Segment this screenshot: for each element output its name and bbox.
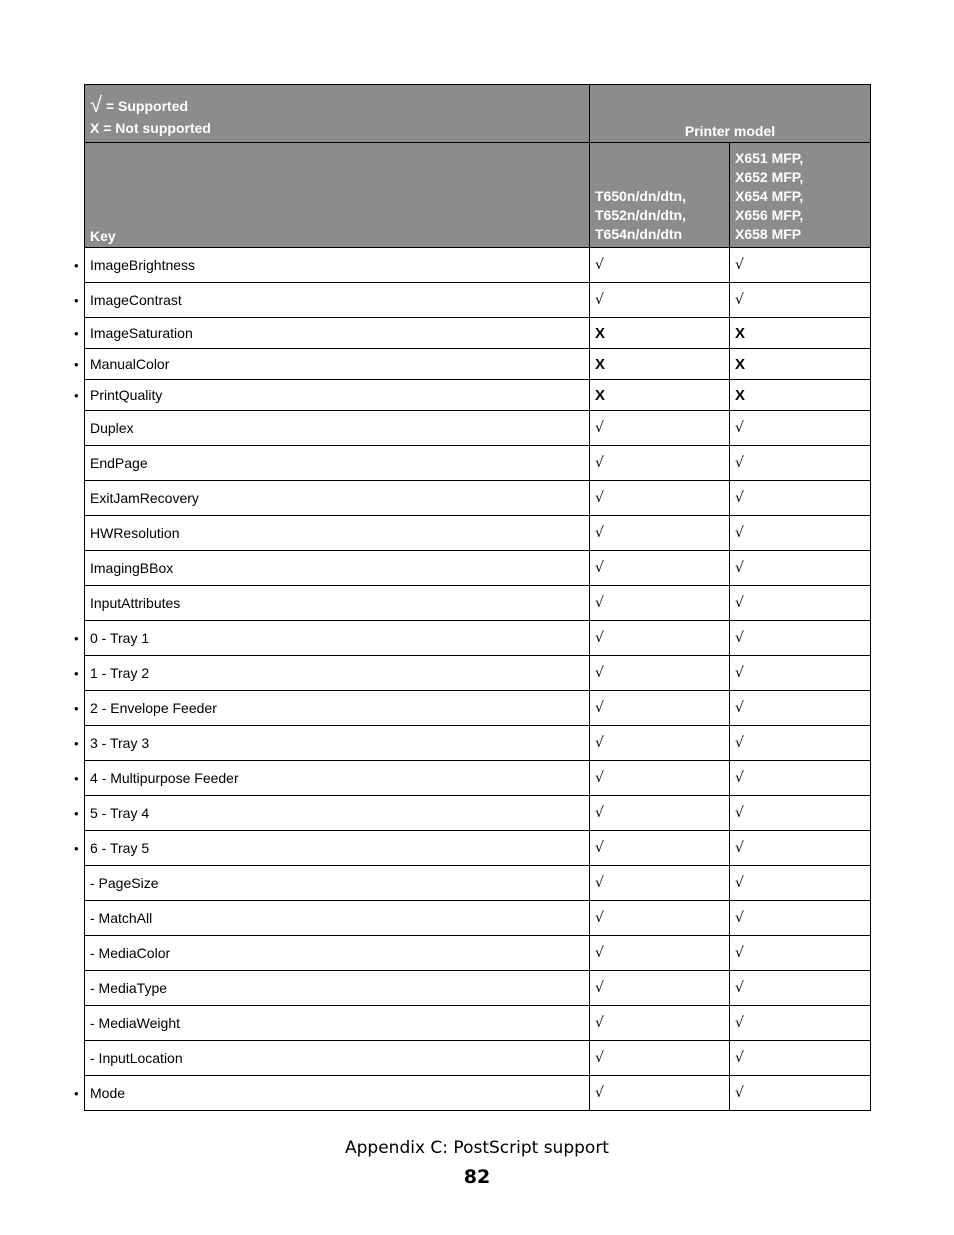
table-row (85, 1076, 871, 1111)
check-icon: √ (590, 936, 730, 971)
check-icon: √ (590, 248, 730, 283)
key-label: EndPage (90, 455, 148, 471)
key-cell (85, 516, 590, 551)
check-icon: √ (730, 411, 871, 446)
check-icon: √ (590, 866, 730, 901)
check-icon: √ (730, 283, 871, 318)
key-label: Duplex (90, 420, 134, 436)
legend-not-supported: X = Not supported (90, 120, 211, 136)
bullet-icon: • (74, 701, 79, 716)
footer-title: Appendix C: PostScript support (345, 1138, 609, 1158)
check-icon: √ (730, 586, 871, 621)
check-icon: √ (590, 656, 730, 691)
model-x-header (730, 143, 871, 248)
check-icon: √ (730, 1041, 871, 1076)
postscript-support-table (74, 84, 871, 1111)
key-cell (85, 1006, 590, 1041)
check-icon: √ (730, 446, 871, 481)
check-icon: √ (730, 656, 871, 691)
table-row (85, 1006, 871, 1041)
model-t-line: T650n/dn/dtn, (595, 188, 686, 204)
key-cell (85, 901, 590, 936)
key-cell (74, 621, 590, 656)
bullet-icon: • (74, 841, 79, 856)
table-row (85, 516, 871, 551)
table-row (85, 380, 871, 411)
table-row (85, 1041, 871, 1076)
check-icon: √ (730, 831, 871, 866)
key-label: - MediaColor (90, 945, 171, 961)
key-cell (74, 691, 590, 726)
table-row (85, 901, 871, 936)
check-icon: √ (590, 621, 730, 656)
model-header-row (85, 143, 871, 248)
model-x-line: X654 MFP, (735, 188, 804, 204)
table-row (85, 621, 871, 656)
key-cell (74, 349, 590, 380)
legend-supported: = Supported (105, 98, 189, 114)
key-label: - MediaWeight (90, 1015, 181, 1031)
table-row (85, 481, 871, 516)
key-cell (85, 586, 590, 621)
check-icon: √ (730, 1076, 871, 1111)
not-supported-mark: X (730, 318, 871, 349)
key-cell (85, 936, 590, 971)
key-header: Key (85, 143, 590, 248)
key-label: Mode (90, 1085, 126, 1101)
check-icon: √ (590, 1076, 730, 1111)
check-icon: √ (730, 796, 871, 831)
key-label: ManualColor (90, 356, 170, 372)
key-label: 6 - Tray 5 (90, 840, 150, 856)
model-t-header (590, 143, 730, 248)
key-label: - MediaType (90, 980, 168, 996)
key-cell (85, 446, 590, 481)
key-label: ExitJamRecovery (90, 490, 199, 506)
check-icon: √ (590, 283, 730, 318)
table-row (85, 318, 871, 349)
check-icon: √ (730, 901, 871, 936)
check-icon: √ (730, 621, 871, 656)
check-icon: √ (730, 866, 871, 901)
check-icon: √ (730, 726, 871, 761)
key-cell (74, 831, 590, 866)
bullet-icon: • (74, 357, 79, 372)
check-icon: √ (590, 971, 730, 1006)
check-icon: √ (590, 586, 730, 621)
check-icon: √ (590, 446, 730, 481)
key-cell (85, 551, 590, 586)
printer-model-header: Printer model (590, 85, 871, 143)
model-x-line: X656 MFP, (735, 207, 804, 223)
check-icon: √ (730, 971, 871, 1006)
key-cell (85, 411, 590, 446)
key-cell (85, 481, 590, 516)
key-label: - PageSize (90, 875, 159, 891)
table-row (85, 283, 871, 318)
table-row (85, 936, 871, 971)
key-label: 3 - Tray 3 (90, 735, 150, 751)
bullet-icon: • (74, 806, 79, 821)
legend-header-row (85, 85, 871, 143)
bullet-icon: • (74, 771, 79, 786)
key-cell (74, 248, 590, 283)
check-icon: √ (590, 726, 730, 761)
key-label: ImageBrightness (90, 257, 196, 273)
bullet-icon: • (74, 258, 79, 273)
model-x-line: X651 MFP, (735, 150, 804, 166)
check-icon: √ (590, 831, 730, 866)
table-row (85, 586, 871, 621)
key-label: InputAttributes (90, 595, 181, 611)
key-label: 4 - Multipurpose Feeder (90, 770, 239, 786)
key-label: HWResolution (90, 525, 180, 541)
table-row (85, 971, 871, 1006)
key-label: - InputLocation (90, 1050, 183, 1066)
bullet-icon: • (74, 631, 79, 646)
check-icon: √ (730, 481, 871, 516)
check-icon: √ (730, 248, 871, 283)
key-cell (85, 1041, 590, 1076)
page-number: 82 (463, 1166, 491, 1188)
check-icon: √ (590, 481, 730, 516)
check-icon: √ (730, 936, 871, 971)
check-icon: √ (590, 691, 730, 726)
check-icon: √ (590, 1006, 730, 1041)
check-icon: √ (590, 551, 730, 586)
key-label: PrintQuality (90, 387, 163, 403)
check-icon: √ (730, 516, 871, 551)
key-cell (74, 1076, 590, 1111)
key-cell (74, 318, 590, 349)
table-row (85, 248, 871, 283)
model-x-line: X652 MFP, (735, 169, 804, 185)
model-t-line: T652n/dn/dtn, (595, 207, 686, 223)
not-supported-mark: X (730, 380, 871, 411)
key-cell (85, 971, 590, 1006)
check-icon: √ (590, 901, 730, 936)
not-supported-mark: X (590, 349, 730, 380)
check-icon: √ (590, 761, 730, 796)
check-icon: √ (730, 1006, 871, 1041)
check-icon: √ (590, 1041, 730, 1076)
table-row (85, 411, 871, 446)
legend-cell (85, 85, 590, 143)
key-label: 2 - Envelope Feeder (90, 700, 217, 716)
model-x-line: X658 MFP (735, 226, 802, 242)
table-row (85, 656, 871, 691)
key-cell (85, 866, 590, 901)
check-icon: √ (730, 761, 871, 796)
not-supported-mark: X (590, 380, 730, 411)
key-cell (74, 761, 590, 796)
table-row (85, 349, 871, 380)
table-row (85, 796, 871, 831)
bullet-icon: • (74, 736, 79, 751)
key-cell (74, 380, 590, 411)
not-supported-mark: X (590, 318, 730, 349)
table-row (85, 761, 871, 796)
table-row (85, 866, 871, 901)
key-label: ImageSaturation (90, 325, 193, 341)
check-icon: √ (90, 92, 103, 117)
key-label: - MatchAll (90, 910, 153, 926)
bullet-icon: • (74, 666, 79, 681)
key-cell (74, 283, 590, 318)
bullet-icon: • (74, 293, 79, 308)
table-row (85, 551, 871, 586)
table-row (85, 831, 871, 866)
key-label: 0 - Tray 1 (90, 630, 150, 646)
not-supported-mark: X (730, 349, 871, 380)
key-label: ImageContrast (90, 292, 182, 308)
bullet-icon: • (74, 1086, 79, 1101)
table-row (85, 726, 871, 761)
key-label: 5 - Tray 4 (90, 805, 150, 821)
key-label: ImagingBBox (90, 560, 174, 576)
key-label: 1 - Tray 2 (90, 665, 150, 681)
check-icon: √ (590, 411, 730, 446)
bullet-icon: • (74, 388, 79, 403)
table-row (85, 446, 871, 481)
key-cell (74, 796, 590, 831)
key-cell (74, 726, 590, 761)
check-icon: √ (590, 516, 730, 551)
bullet-icon: • (74, 326, 79, 341)
table-row (85, 691, 871, 726)
key-cell (74, 656, 590, 691)
check-icon: √ (590, 796, 730, 831)
model-t-line: T654n/dn/dtn (595, 226, 683, 242)
check-icon: √ (730, 691, 871, 726)
check-icon: √ (730, 551, 871, 586)
